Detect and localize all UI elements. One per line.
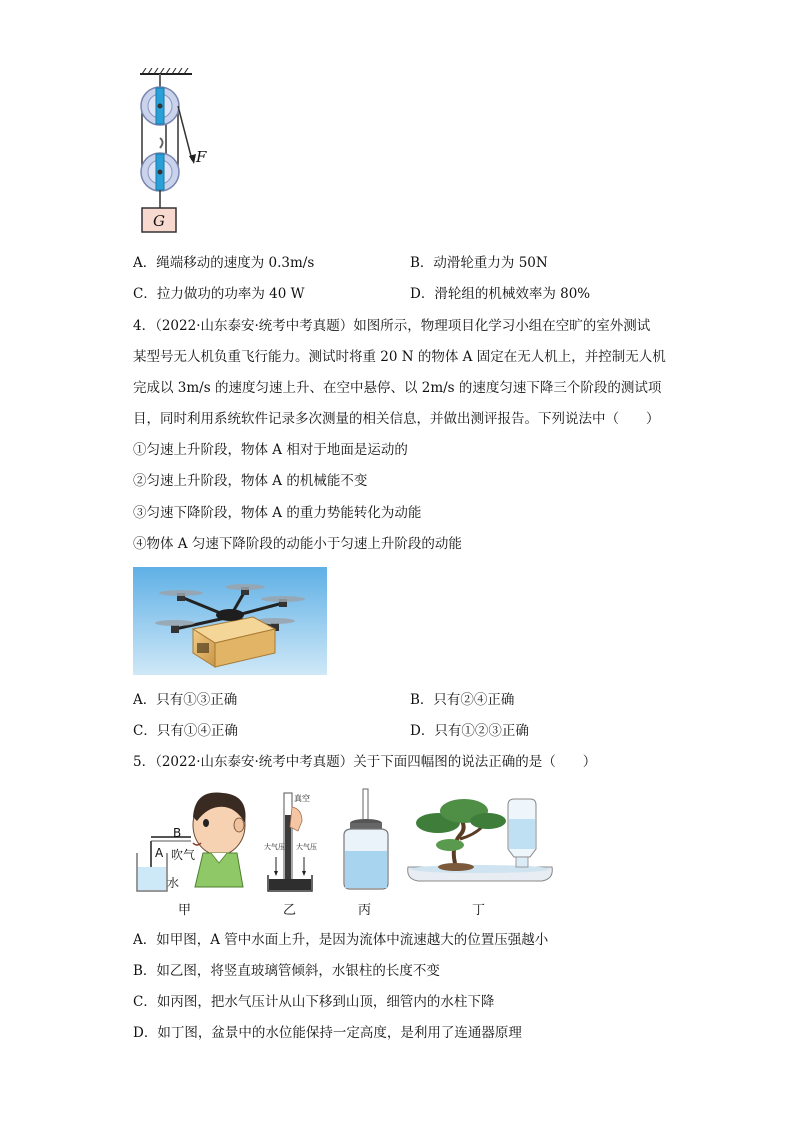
q3-option-a: A．绳端移动的速度为 0.3m/s	[133, 255, 315, 271]
drone-image	[133, 567, 327, 675]
weight-label: G	[153, 212, 165, 230]
q3-option-b: B．动滑轮重力为 50N	[410, 255, 548, 271]
caption-jia: 甲	[178, 903, 192, 918]
ceiling	[140, 68, 192, 74]
q4-statement-4: ④物体 A 匀速下降阶段的动能小于匀速上升阶段的动能	[133, 536, 462, 552]
q4-option-a: A．只有①③正确	[133, 692, 238, 708]
figure-bing	[338, 787, 394, 897]
q5-option-a: A．如甲图，A 管中水面上升，是因为流体中流速越大的位置压强越小	[133, 932, 549, 948]
pulley-figure	[130, 68, 220, 238]
pipe-a-label: A	[155, 846, 164, 860]
pipe-b-label: B	[173, 826, 182, 840]
q4-statement-1: ①匀速上升阶段，物体 A 相对于地面是运动的	[133, 442, 408, 458]
blow-label: 吹气	[171, 848, 196, 862]
atm-left-label: 大气压	[264, 843, 285, 851]
q3-option-c: C．拉力做功的功率为 40 W	[133, 286, 305, 302]
water-label: 水	[167, 876, 180, 890]
movable-pulley	[141, 153, 179, 191]
caption-bing: 丙	[358, 903, 372, 918]
figure-ding	[404, 787, 556, 887]
q4-option-b: B．只有②④正确	[410, 692, 515, 708]
q4-stem-line-1: 4．（2022·山东泰安·统考中考真题）如图所示，物理项目化学习小组在空旷的室外测试	[133, 318, 651, 334]
q5-stem: 5．（2022·山东泰安·统考中考真题）关于下面四幅图的说法正确的是（ ）	[133, 754, 597, 770]
q5-option-c: C．如丙图，把水气压计从山下移到山顶，细管内的水柱下降	[133, 994, 495, 1010]
vacuum-label: 真空	[294, 794, 310, 803]
caption-yi: 乙	[283, 903, 297, 918]
q5-option-d: D．如丁图，盆景中的水位能保持一定高度，是利用了连通器原理	[133, 1025, 522, 1041]
fixed-pulley	[141, 87, 179, 125]
q4-stem-line-4: 目，同时利用系统软件记录多次测量的相关信息，并做出测评报告。下列说法中（ ）	[133, 411, 660, 427]
q4-stem-line-2: 某型号无人机负重飞行能力。测试时将重 20 N 的物体 A 固定在无人机上，并控制无人机	[133, 349, 666, 365]
q5-option-b: B．如乙图，将竖直玻璃管倾斜，水银柱的长度不变	[133, 963, 440, 979]
force-label: F	[196, 148, 207, 166]
q4-statement-3: ③匀速下降阶段，物体 A 的重力势能转化为动能	[133, 505, 422, 521]
caption-ding: 丁	[472, 903, 486, 918]
atm-right-label: 大气压	[296, 843, 317, 851]
q4-statement-2: ②匀速上升阶段，物体 A 的机械能不变	[133, 473, 368, 489]
q4-stem-line-3: 完成以 3m/s 的速度匀速上升、在空中悬停、以 2m/s 的速度匀速下降三个阶段的测试项	[133, 380, 662, 396]
figure-yi	[262, 787, 322, 897]
q4-option-c: C．只有①④正确	[133, 723, 238, 739]
figure-jia	[133, 787, 248, 897]
q4-option-d: D．只有①②③正确	[410, 723, 529, 739]
q3-option-d: D．滑轮组的机械效率为 80%	[410, 286, 591, 302]
